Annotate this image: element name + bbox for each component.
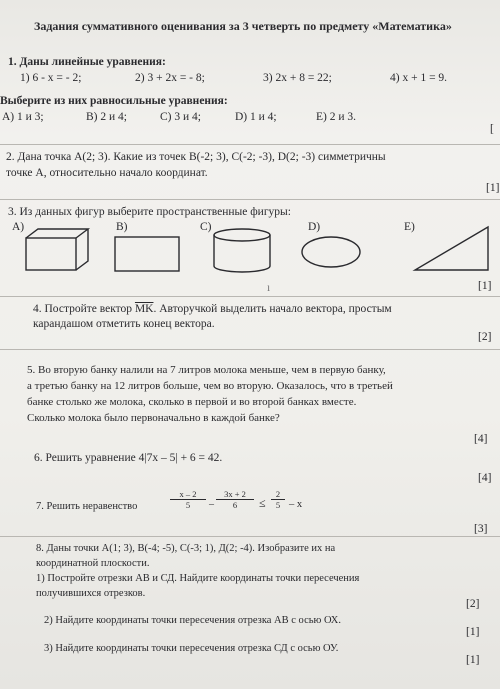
task1-eq-1: 1) 6 - x = - 2; [20, 72, 82, 84]
task4-text-pre: 4. Постройте вектор [33, 303, 133, 315]
fraction-3-numerator: 2 [271, 489, 285, 500]
cuboid-shape [22, 226, 94, 272]
task3-label-d: D) [308, 221, 321, 233]
task3-label-a: A) [12, 221, 25, 233]
task5-line2: а третью банку на 12 литров больше, чем во вторую. Оказалось, что в третьей [27, 380, 393, 392]
task7-tail: – x [289, 499, 303, 510]
task3-label-b: B) [116, 221, 128, 233]
task6-score: [4] [478, 472, 492, 484]
stray-mark: ı [267, 282, 271, 294]
task2-score: [1] [486, 182, 500, 194]
task1-eq-2: 2) 3 + 2x = - 8; [135, 72, 205, 84]
task1-option-e: E) 2 и 3. [316, 111, 357, 123]
task2-line1: 2. Дана точка A(2; 3). Какие из точек B(-2; 3), C(-2; -3), D(2; -3) симметричны [6, 151, 386, 163]
fraction-3-denominator: 5 [275, 500, 281, 510]
rectangle-shape [112, 234, 184, 274]
task8-sub2-score: [1] [466, 626, 480, 638]
fraction-2-denominator: 6 [232, 500, 238, 510]
task8-sub1-line2: получившихся отрезков. [36, 588, 146, 599]
vector-mk: $\overline{MK}$ [134, 303, 154, 315]
task3-score: [1] [478, 280, 492, 292]
task1-option-b: B) 2 и 4; [86, 111, 127, 123]
triangle-shape [412, 224, 492, 274]
task1-question: Выберите из них равносильные уравнения: [0, 95, 228, 107]
task1-title: 1. Даны линейные уравнения: [8, 56, 166, 68]
task4-text-post: . Авторучкой выделить начало вектора, простым [153, 303, 392, 315]
fraction-2 [216, 489, 254, 510]
task8-sub1-score: [2] [466, 598, 480, 610]
divider [0, 536, 500, 537]
task8-sub3-score: [1] [466, 654, 480, 666]
task3-title: 3. Из данных фигур выберите пространственные фигуры: [8, 206, 291, 218]
ellipse-shape [300, 232, 364, 272]
task3-label-c: C) [200, 221, 212, 233]
divider [0, 199, 500, 200]
task4-line1 [33, 303, 392, 316]
task8-sub3: 3) Найдите координаты точки пересечения отрезка СД с осью ОУ. [44, 643, 339, 654]
task1-option-d: D) 1 и 4; [235, 111, 277, 123]
task8-line1: 8. Даны точки A(1; 3), B(-4; -5), C(-3; 1), Д(2; -4). Изобразите их на [36, 543, 336, 554]
task4-score: [2] [478, 331, 492, 343]
task1-eq-4: 4) x + 1 = 9. [390, 72, 448, 84]
task7-score: [3] [474, 523, 488, 535]
task2-line2: точке А, относительно начало координат. [6, 167, 208, 179]
minus-sign: – [209, 499, 214, 510]
fraction-3 [271, 489, 285, 510]
fraction-1 [170, 489, 206, 510]
task8-sub2: 2) Найдите координаты точки пересечения отрезка АВ с осью ОХ. [44, 615, 341, 626]
task7-prefix: 7. Решить неравенство [36, 501, 138, 512]
task5-score: [4] [474, 433, 488, 445]
divider [0, 144, 500, 145]
task5-line4: Сколько молока было первоначально в каждой банке? [27, 412, 280, 424]
task1-option-a: A) 1 и 3; [2, 111, 44, 123]
task3-label-e: E) [404, 221, 415, 233]
task8-line2: координатной плоскости. [36, 558, 150, 569]
fraction-1-numerator: x – 2 [170, 489, 206, 500]
task5-line3: банке столько же молока, сколько в первой и во второй банках вместе. [27, 396, 357, 408]
task4-line2: карандашом отметить конец вектора. [33, 318, 215, 330]
cylinder-shape [210, 226, 274, 276]
fraction-2-numerator: 3x + 2 [216, 489, 254, 500]
task1-eq-3: 3) 2x + 8 = 22; [263, 72, 332, 84]
task8-sub1-line1: 1) Постройте отрезки АВ и СД. Найдите координаты точки пересечения [36, 573, 360, 584]
task1-score: [ [490, 123, 494, 135]
task5-line1: 5. Во вторую банку налили на 7 литров молока меньше, чем в первую банку, [27, 364, 386, 376]
task6-text: 6. Решить уравнение 4|7x – 5| + 6 = 42. [34, 452, 223, 464]
divider [0, 349, 500, 350]
task1-option-c: C) 3 и 4; [160, 111, 201, 123]
fraction-1-denominator: 5 [185, 500, 191, 510]
page-title: Задания суммативного оценивания за 3 четверть по предмету «Математика» [34, 19, 452, 33]
divider [0, 296, 500, 297]
le-sign: ≤ [259, 496, 266, 510]
